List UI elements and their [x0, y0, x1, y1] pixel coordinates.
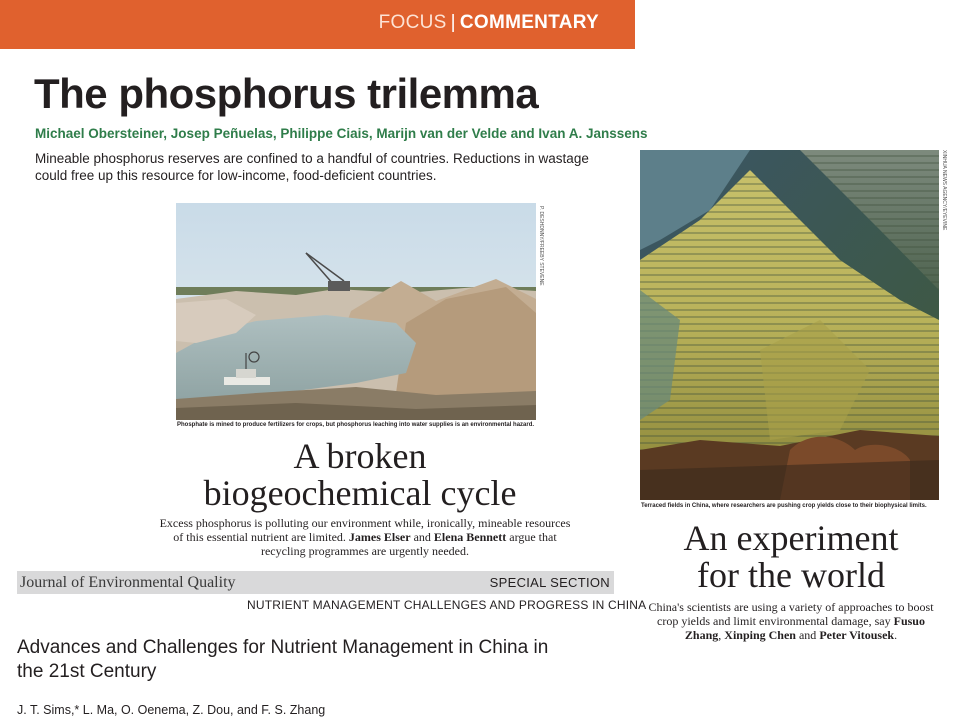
standfirst-text: China's scientists are using a variety of approaches to boost crop yields and limit environmental damage, say: [648, 600, 934, 628]
title-line: for the world: [697, 555, 885, 595]
author-name: Xinping Chen: [724, 628, 796, 642]
photo-credit: XINHUA NEWS AGENCY/EYEVINE: [941, 150, 947, 231]
separator: ,: [718, 628, 725, 642]
phosphate-mine-photo: [176, 203, 536, 420]
article-title: Advances and Challenges for Nutrient Management in China in the 21st Century: [17, 637, 549, 682]
section-type: COMMENTARY: [459, 12, 599, 33]
title-line: A broken: [293, 436, 427, 476]
article-title: The phosphorus trilemma: [34, 70, 539, 117]
journal-banner: [17, 571, 614, 594]
section-separator: |: [450, 12, 456, 33]
photo-caption: Phosphate is mined to produce fertilizers for crops, but phosphorus leaching into water supplies is an environmental hazard.: [177, 422, 535, 428]
terraced-fields-photo: [640, 150, 939, 500]
standfirst-text: Excess phosphorus is polluting our environment while, ironically, mineable resources of this essential nutrient are limited.: [159, 516, 571, 544]
special-section-label: SPECIAL SECTION: [489, 575, 610, 590]
section-label: FOCUS: [378, 12, 447, 33]
photo-credit: P. DESHDNNY/FREEBY STEVENE: [538, 206, 544, 286]
article-title: [641, 520, 941, 594]
title-line: biogeochemical cycle: [203, 473, 517, 513]
section-subtitle: NUTRIENT MANAGEMENT CHALLENGES AND PROGRESS IN CHINA: [247, 598, 647, 612]
conjunction: and: [410, 530, 434, 544]
article-title: [150, 438, 570, 512]
title-line: An experiment: [683, 518, 899, 558]
author-name: James Elser: [348, 530, 411, 544]
photo-caption: Terraced fields in China, where researchers are pushing crop yields close to their biophysical limits.: [641, 503, 927, 509]
conjunction: and: [795, 628, 820, 642]
article-standfirst: [155, 516, 575, 558]
section-banner: [0, 0, 635, 49]
article-standfirst: Mineable phosphorus reserves are confined to a handful of countries. Reductions in wastage could free up this resource for low-income, food-deficient countries.: [35, 151, 589, 183]
author-name: Elena Bennett: [433, 530, 507, 544]
standfirst-text: argue that recycling programmes are urgently needed.: [260, 530, 557, 558]
article-authors: J. T. Sims,* L. Ma, O. Oenema, Z. Dou, and F. S. Zhang: [17, 703, 326, 717]
journal-name: Journal of Environmental Quality: [20, 574, 236, 591]
article-standfirst: [641, 600, 941, 642]
author-name: Peter Vitousek: [819, 628, 895, 642]
author-name: Fusuo Zhang: [684, 614, 925, 642]
standfirst-text: .: [894, 628, 898, 642]
article-authors: Michael Obersteiner, Josep Peñuelas, Philippe Ciais, Marijn van der Velde and Ivan A. Janssens: [35, 126, 648, 141]
